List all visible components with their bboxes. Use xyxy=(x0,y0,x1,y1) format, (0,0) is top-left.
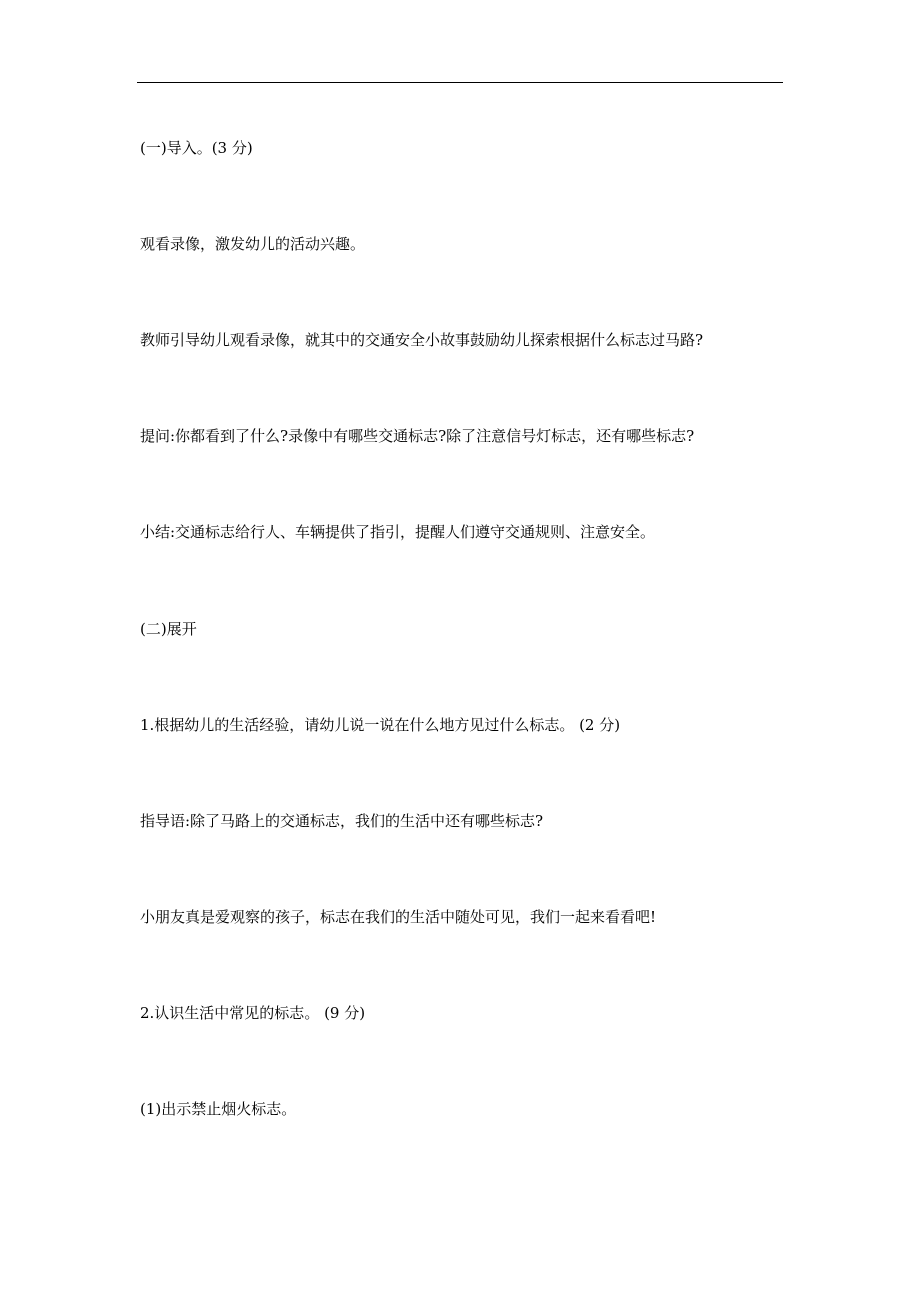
paragraph: 指导语:除了马路上的交通标志，我们的生活中还有哪些标志? xyxy=(140,812,544,830)
paragraph: 提问:你都看到了什么?录像中有哪些交通标志?除了注意信号灯标志，还有哪些标志? xyxy=(140,427,695,445)
paragraph: 小朋友真是爱观察的孩子，标志在我们的生活中随处可见，我们一起来看看吧! xyxy=(140,908,657,926)
paragraph: 观看录像，激发幼儿的活动兴趣。 xyxy=(140,235,366,253)
paragraph: 教师引导幼儿观看录像，就其中的交通安全小故事鼓励幼儿探索根据什么标志过马路? xyxy=(140,331,704,349)
paragraph: 小结:交通标志给行人、车辆提供了指引，提醒人们遵守交通规则、注意安全。 xyxy=(140,523,656,541)
paragraph: 1.根据幼儿的生活经验，请幼儿说一说在什么地方见过什么标志。 (2 分) xyxy=(140,716,621,734)
paragraph: 2.认识生活中常见的标志。 (9 分) xyxy=(140,1004,366,1022)
section-heading-develop: (二)展开 xyxy=(140,620,197,638)
section-heading-intro: (一)导入。(3 分) xyxy=(140,139,253,157)
header-rule xyxy=(137,82,783,83)
paragraph: (1)出示禁止烟火标志。 xyxy=(140,1100,297,1118)
